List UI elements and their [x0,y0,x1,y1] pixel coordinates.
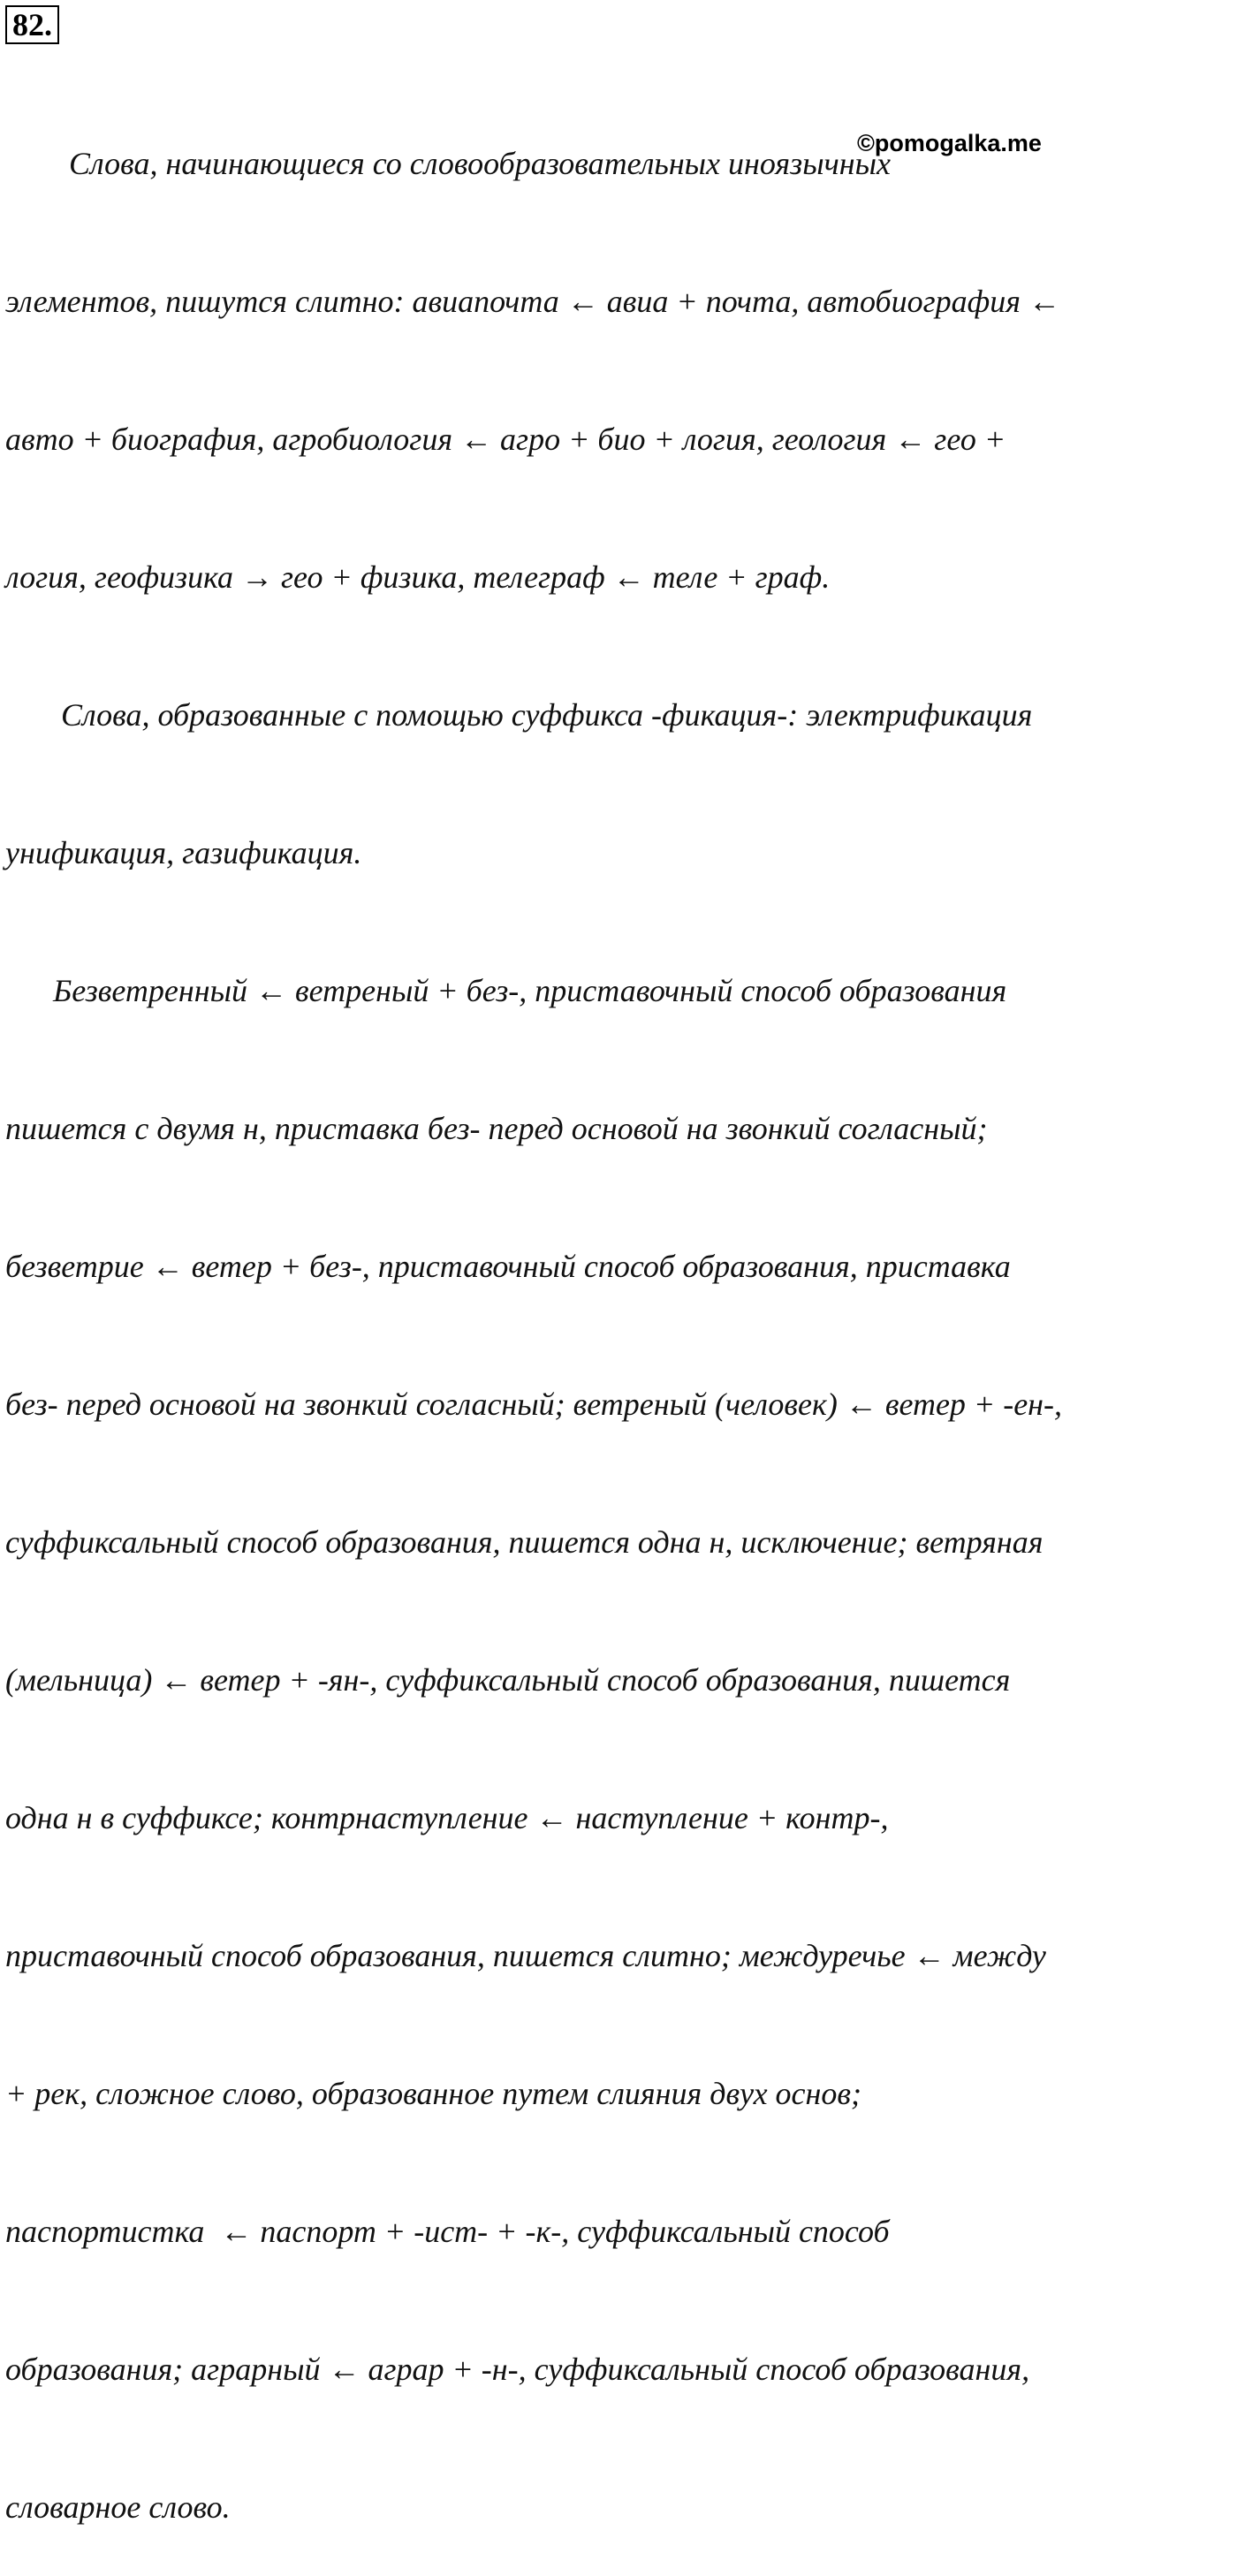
text-line: одна н в суффиксе; контрнаступление ← наступление + контр-, [5,1800,889,1835]
text-line: + рек, сложное слово, образованное путем слияния двух основ; [5,2076,862,2111]
exercise-text [5,49,1062,2576]
text-line: безветрие ← ветер + без-, приставочный способ образования, приставка [5,1249,1011,1284]
text-line: без- перед основой на звонкий согласный; ветреный (человек) ← ветер + -ен-, [5,1387,1063,1422]
text-line: словарное слово. [5,2489,231,2525]
text-line: Слова, начинающиеся со словообразовательных иноязычных [5,146,891,181]
text-line: паспортистка ← паспорт + -ист- + -к-, суффиксальный способ [5,2214,890,2249]
text-line: Слова, образованные с помощью суффикса -фикация-: электрификация [5,697,1033,733]
text-line: унификация, газификация. [5,835,362,870]
text-line: суффиксальный способ образования, пишется одна н, исключение; ветряная [5,1524,1043,1560]
watermark: ©pomogalka.me [857,130,1042,156]
text-line: (мельница) ← ветер + -ян-, суффиксальный способ образования, пишется [5,1662,1011,1698]
text-line: логия, геофизика → гео + физика, телеграф ← теле + граф. [5,559,831,595]
text-line: образования; аграрный ← аграр + -н-, суффиксальный способ образования, [5,2352,1030,2387]
text-line: Безветренный ← ветреный + без-, приставочный способ образования [5,973,1007,1008]
text-line: элементов, пишутся слитно: авиапочта ← авиа + почта, автобиография ← [5,284,1060,319]
text-line: приставочный способ образования, пишется слитно; междуречье ← между [5,1938,1046,1973]
exercise-number: 82. [5,5,59,44]
text-line: авто + биография, агробиология ← агро + био + логия, геология ← гео + [5,422,1006,457]
text-line: пишется с двумя н, приставка без- перед основой на звонкий согласный; [5,1111,988,1146]
